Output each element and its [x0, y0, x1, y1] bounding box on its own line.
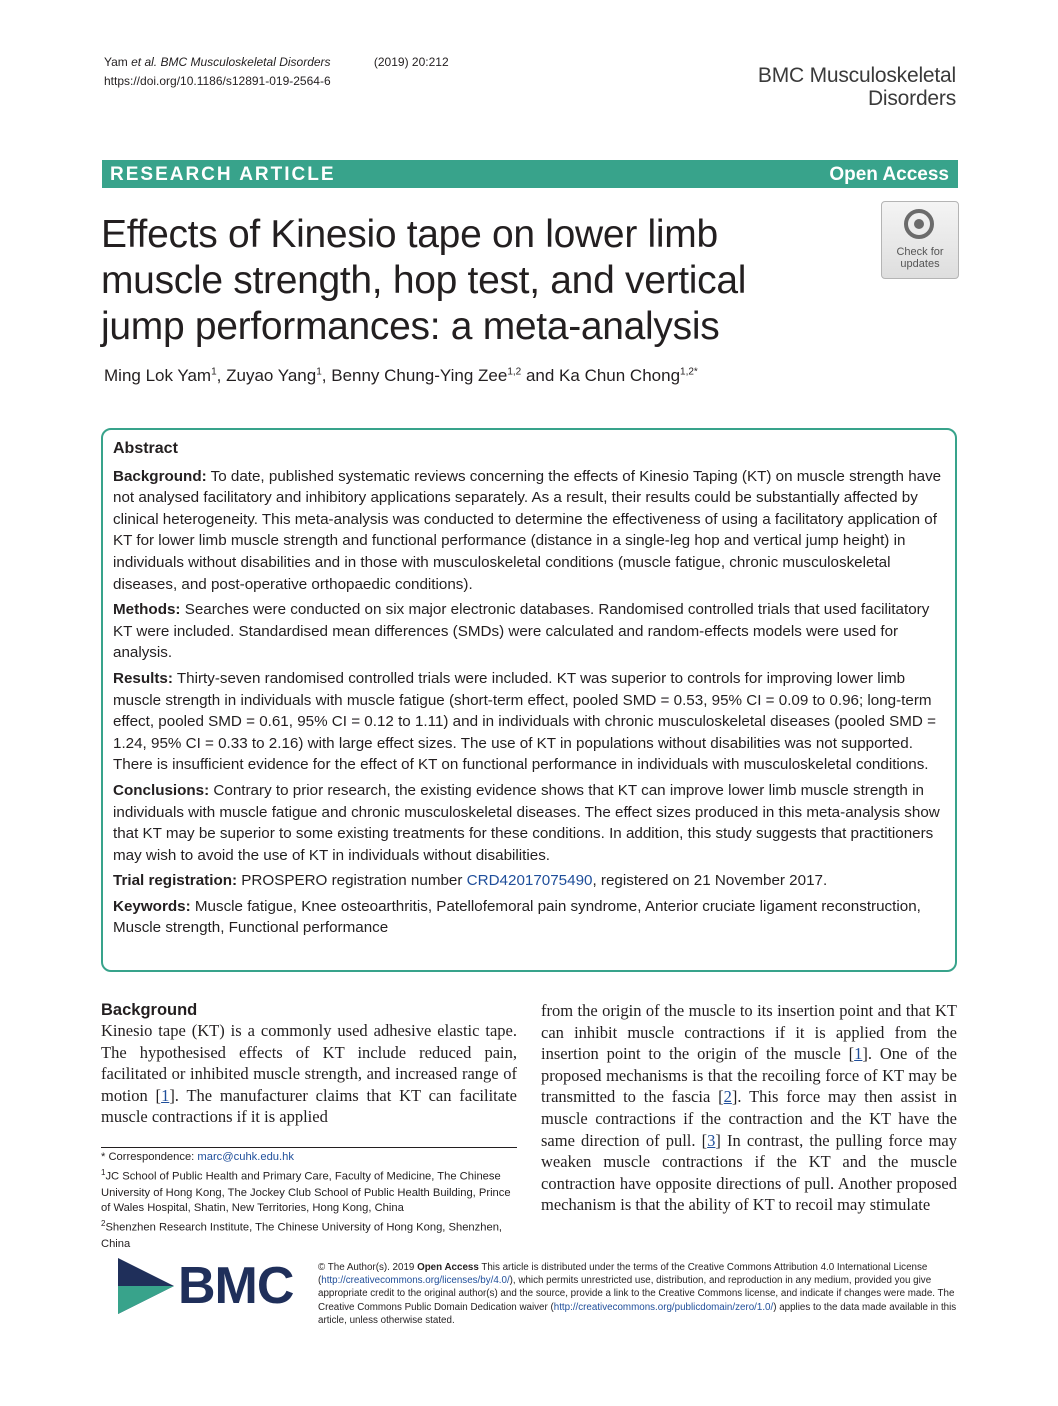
body-column-left: [101, 1000, 517, 1128]
affiliation-text: JC School of Public Health and Primary Care, Faculty of Medicine, The Chinese University of Hong Kong, The Jockey Club School of Public Health Building, Prince of Wales Hospital, Shatin, New Territories, Hong Kong, China: [101, 1171, 511, 1214]
affiliation-1: [101, 1165, 517, 1216]
citation-authors: Yam: [104, 55, 132, 69]
affiliation-number: 1: [101, 1168, 106, 1178]
check-updates-icon-dot: [914, 219, 924, 229]
journal-name-line2: Disorders: [867, 87, 956, 110]
trial-registration-date: , registered on 21 November 2017.: [592, 872, 828, 890]
check-updates-line1: Check for: [896, 246, 944, 258]
abstract-methods-label: Methods:: [113, 601, 181, 619]
section-heading-background: Background: [101, 1001, 198, 1019]
abstract-keywords: [113, 896, 945, 939]
check-for-updates-button[interactable]: [881, 201, 959, 279]
body-text: Kinesio tape (KT) is a commonly used adhesive elastic tape. The hypothesised effects of KT include reduced pain, facilitated or inhibited muscle strength, and increased range of motion [: [101, 1021, 517, 1105]
abstract-background-label: Background:: [113, 467, 207, 485]
author-affiliation: 1: [316, 366, 322, 378]
affiliation-text: Shenzhen Research Institute, The Chinese University of Hong Kong, Shenzhen, China: [101, 1222, 503, 1250]
footnote-divider: [101, 1147, 517, 1148]
affiliation-number: 2: [101, 1219, 106, 1229]
abstract-results-label: Results:: [113, 669, 173, 687]
author-affiliation: 1,2*: [680, 366, 698, 378]
abstract-results-text: Thirty-seven randomised controlled trials were included. KT was superior to controls for improving lower limb muscle strength in individuals with muscle fatigue (short-term effect, pooled SMD = 0.53, 95% CI = 0.09 to 0.96; long-term effect, pooled SMD = 0.61, 95% CI = 0.12 to 1.11) and in individuals with chronic musculoskeletal diseases (pooled SMD = 1.24, 95% CI = 0.33 to 2.16) with large effect sizes. The use of KT in populations without disabilities was not supported. There is insufficient evidence for the effect of KT on functional performance in individuals with musculoskeletal conditions.: [113, 669, 936, 774]
trial-registration-label: Trial registration:: [113, 872, 238, 890]
license-text: This article is distributed under the terms of the Creative Commons Attribution 4.0 International License (: [318, 1262, 928, 1287]
abstract-conclusions-text: Contrary to prior research, the existing evidence shows that KT can improve lower limb muscle strength in individuals with muscle fatigue and chronic musculoskeletal diseases. The effect sizes produced in this meta-analysis show that KT may be superior to some existing treatments for these conditions. In addition, this study suggests that practitioners may wish to avoid the use of KT in individuals without disabilities.: [113, 781, 940, 864]
author-affiliation: 1: [211, 366, 217, 378]
body-text: from the origin of the muscle to its insertion point and that KT can inhibit muscle contractions if it is applied from the insertion point to the origin of the muscle [: [541, 1001, 957, 1064]
correspondence-label: * Correspondence:: [101, 1151, 198, 1163]
article-title: Effects of Kinesio tape on lower limb muscle strength, hop test, and vertical jump performances: a meta-analysis: [101, 213, 747, 348]
correspondence: [101, 1150, 517, 1165]
bmc-logo-icon: [118, 1258, 174, 1314]
citation-volume: (2019) 20:212: [373, 55, 449, 69]
license-text: © The Author(s). 2019: [318, 1262, 418, 1273]
trial-registration-link[interactable]: CRD42017075490: [466, 872, 593, 890]
author-name[interactable]: Zuyao Yang: [226, 366, 317, 385]
correspondence-email-link[interactable]: marc@cuhk.edu.hk: [197, 1151, 294, 1163]
abstract-conclusions-label: Conclusions:: [113, 781, 210, 799]
citation-line: [104, 53, 449, 72]
author-name[interactable]: Benny Chung-Ying Zee: [331, 366, 508, 385]
trial-registration-text: PROSPERO registration number: [237, 872, 467, 890]
author-separator: and: [521, 366, 560, 385]
abstract-box: [101, 428, 957, 972]
citation-etal: et al.: [131, 55, 158, 69]
license-text: ) applies to the data made available in this article, unless otherwise stated.: [318, 1301, 957, 1326]
abstract-heading: Abstract: [113, 440, 178, 457]
citation-journal: BMC Musculoskeletal Disorders: [160, 55, 331, 69]
article-type: RESEARCH ARTICLE: [110, 164, 336, 185]
license-link[interactable]: http://creativecommons.org/licenses/by/4.0/: [321, 1275, 510, 1287]
journal-name: [758, 64, 956, 110]
check-updates-label: [882, 246, 958, 270]
open-access-label: Open Access: [829, 164, 949, 185]
article-type-banner: [102, 160, 958, 188]
journal-name-line1: BMC Musculoskeletal: [757, 64, 956, 87]
body-column-right: [541, 1000, 957, 1216]
body-text: ]. The manufacturer claims that KT can facilitate muscle contractions if it is applied: [101, 1085, 517, 1127]
citation-ref-link[interactable]: 2: [723, 1087, 732, 1107]
body-text: ]. One of the proposed mechanisms is that the recoiling force of KT may be transmitted to the fascia [: [541, 1044, 958, 1107]
bmc-logo-text: BMC: [178, 1257, 294, 1315]
citation-ref-link[interactable]: 1: [854, 1044, 863, 1064]
body-text: ]. This force may then assist in muscle contractions if the contraction and the KT have the same direction of pull. [: [541, 1087, 957, 1150]
check-updates-line2: updates: [900, 258, 940, 270]
author-separator: ,: [321, 366, 332, 385]
author-separator: ,: [216, 366, 227, 385]
body-text: ] In contrast, the pulling force may weaken muscle contractions if the KT and the muscle contraction have opposite directions of pull. Another proposed mechanism is that the ability of KT to recoil may stimulate: [541, 1130, 957, 1215]
citation-block: [104, 53, 449, 91]
doi-link[interactable]: https://doi.org/10.1186/s12891-019-2564-6: [104, 74, 331, 88]
body-paragraph: [541, 1000, 957, 1216]
abstract-content: [113, 438, 945, 943]
author-name[interactable]: Ming Lok Yam: [104, 366, 212, 385]
license-open-access: Open Access: [417, 1262, 479, 1273]
footnotes: [101, 1150, 517, 1252]
public-domain-link[interactable]: http://creativecommons.org/publicdomain/zero/1.0/: [553, 1301, 774, 1313]
bmc-logo: [118, 1258, 304, 1314]
author-list: [104, 366, 698, 386]
abstract-results: [113, 668, 945, 776]
license-statement: [318, 1261, 958, 1327]
affiliation-2: [101, 1216, 517, 1252]
abstract-background: [113, 466, 945, 596]
body-paragraph: [101, 1020, 517, 1128]
abstract-trial-registration: [113, 870, 945, 892]
citation-ref-link[interactable]: 3: [707, 1130, 716, 1150]
abstract-conclusions: [113, 780, 945, 866]
author-name[interactable]: Ka Chun Chong: [559, 366, 681, 385]
keywords-label: Keywords:: [113, 897, 191, 915]
abstract-background-text: To date, published systematic reviews concerning the effects of Kinesio Taping (KT) on muscle strength have not analysed facilitatory and inhibitory applications separately. As a result, their results could be substantially affected by clinical heterogeneity. This meta-analysis was conducted to determine the effectiveness of using a facilitatory application of KT for lower limb muscle strength and functional performance (distance in a single-leg hop and vertical jump height) in individuals without disabilities and in those with musculoskeletal conditions (muscle fatigue, chronic musculoskeletal diseases, and post-operative orthopaedic conditions).: [113, 467, 942, 593]
keywords-text: Muscle fatigue, Knee osteoarthritis, Patellofemoral pain syndrome, Anterior cruciate ligament reconstruction, Muscle strength, Functional performance: [113, 897, 921, 937]
abstract-methods-text: Searches were conducted on six major electronic databases. Randomised controlled trials that used facilitatory KT were included. Standardised mean differences (SMDs) were calculated and random-effects models were used for analysis.: [113, 601, 930, 662]
author-affiliation: 1,2: [507, 366, 522, 378]
license-text: ), which permits unrestricted use, distribution, and reproduction in any medium, provided you give appropriate credit to the original author(s) and the source, provide a link to the Creative Commons license, and indicate if changes were made. The Creative Commons Public Domain Dedication waiver (: [318, 1275, 955, 1313]
citation-ref-link[interactable]: 1: [161, 1085, 170, 1105]
abstract-methods: [113, 599, 945, 664]
